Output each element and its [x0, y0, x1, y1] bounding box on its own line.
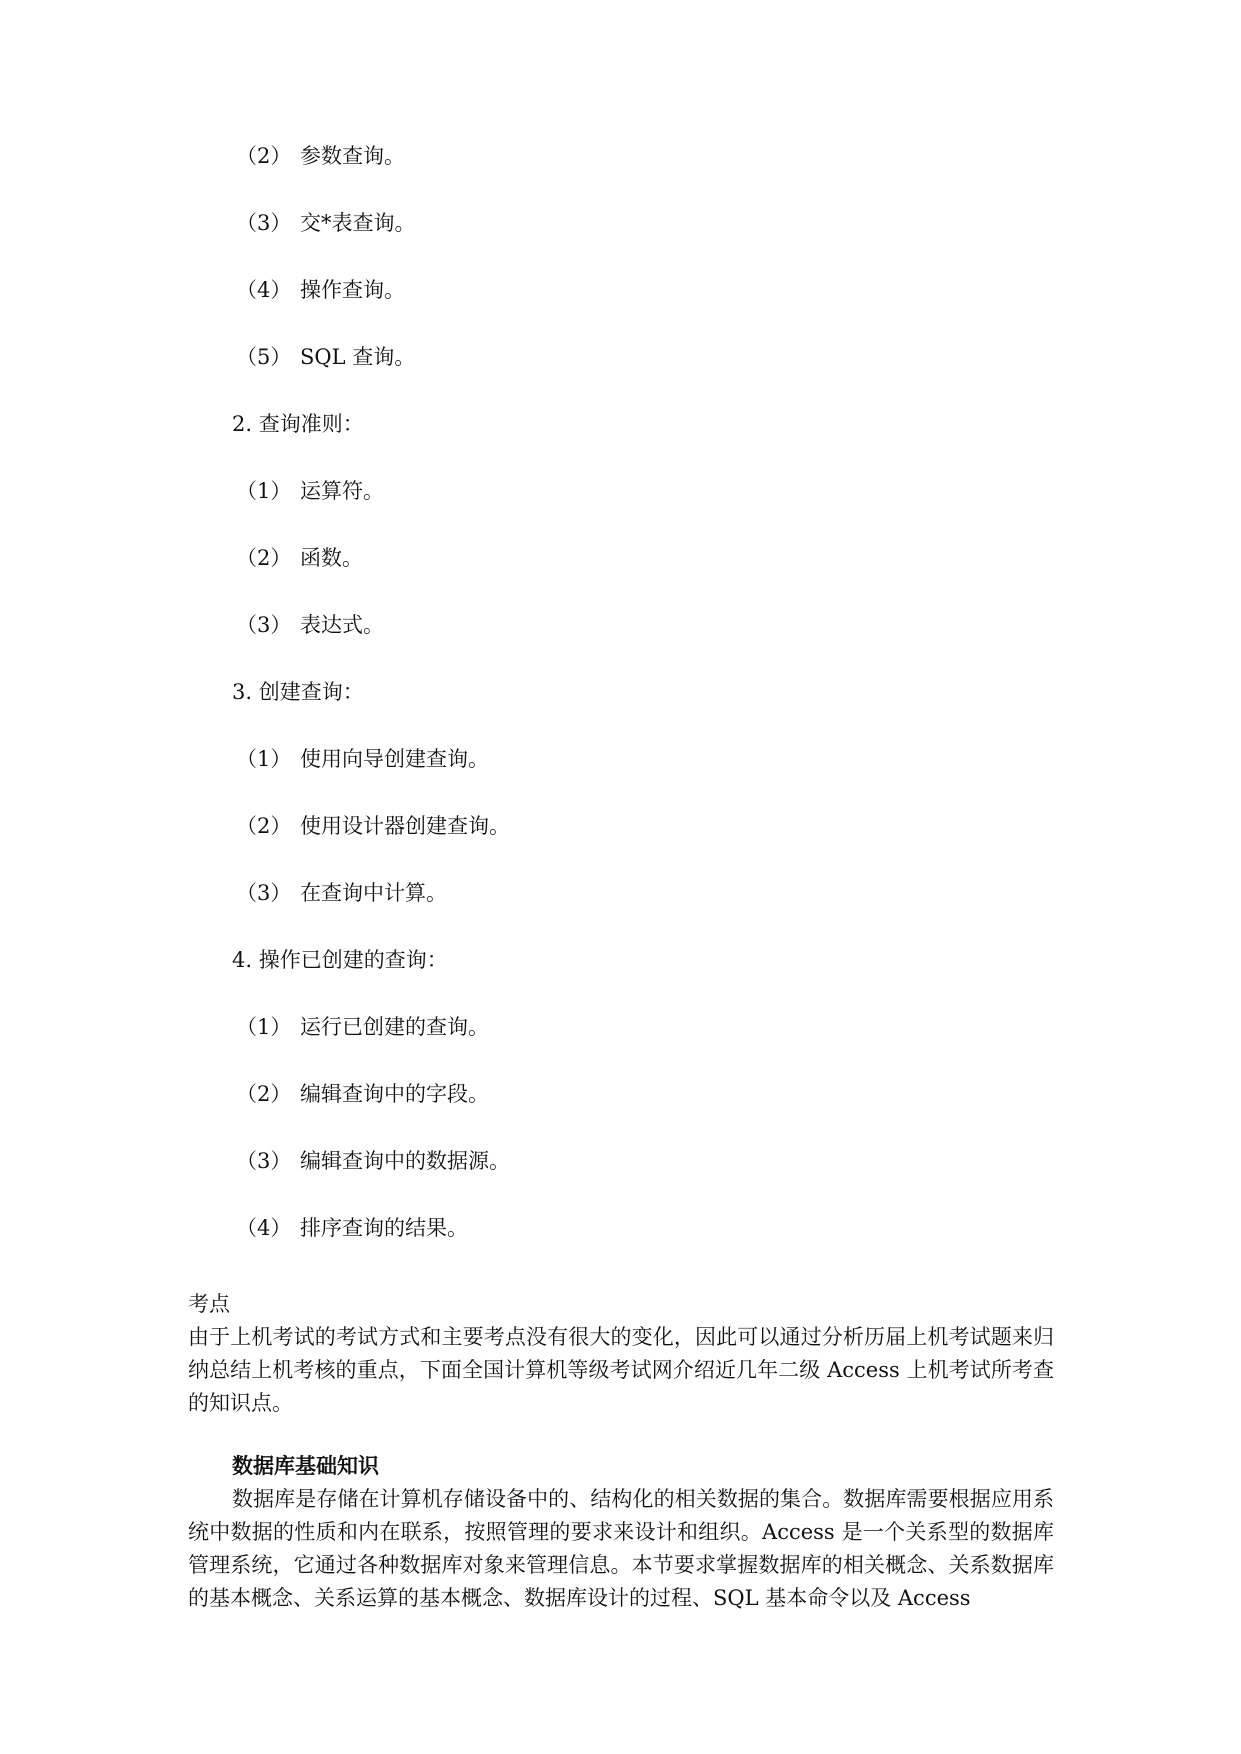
item-text: 在查询中计算。 — [300, 881, 447, 905]
outline-item — [236, 1013, 489, 1041]
section-paragraph: 数据库是存储在计算机存储设备中的、结构化的相关数据的集合。数据库需要根据应用系统中数据的性质和内在联系，按照管理的要求来设计和组织。Access 是一个关系型的数据库管理系统，它通过各种数据库对象来管理信息。本节要求掌握数据库的相关概念、关系数据库的基本概念、关系运算的基本概念、数据库设计的过程、SQL 基本命令以及 Access — [188, 1487, 1054, 1610]
item-number: （1） — [236, 747, 292, 771]
outline-item — [236, 1147, 510, 1175]
outline-item — [236, 544, 363, 572]
item-text: 运算符。 — [300, 479, 384, 503]
item-number: （1） — [236, 479, 292, 503]
outline-item — [236, 343, 415, 371]
item-number: （3） — [236, 613, 292, 637]
item-text: 使用设计器创建查询。 — [300, 814, 510, 838]
item-text: 编辑查询中的字段。 — [300, 1082, 489, 1106]
item-text: 函数。 — [300, 546, 363, 570]
item-number: （3） — [236, 211, 292, 235]
item-number: （2） — [236, 1082, 292, 1106]
outline-item — [236, 209, 416, 237]
item-text: 交*表查询。 — [300, 211, 416, 235]
item-number: （3） — [236, 881, 292, 905]
outline-item — [236, 1214, 468, 1242]
outline-item — [236, 477, 384, 505]
item-number: （1） — [236, 1015, 292, 1039]
outline-heading: 3. 创建查询： — [232, 680, 364, 704]
item-text: 排序查询的结果。 — [300, 1216, 468, 1240]
outline-item — [236, 611, 384, 639]
outline-item — [236, 812, 510, 840]
section-title: 数据库基础知识 — [232, 1454, 379, 1478]
item-number: （2） — [236, 144, 292, 168]
outline-heading: 4. 操作已创建的查询： — [232, 948, 448, 972]
item-number: （2） — [236, 546, 292, 570]
item-text: 参数查询。 — [300, 144, 405, 168]
item-number: （4） — [236, 1216, 292, 1240]
item-text: 表达式。 — [300, 613, 384, 637]
item-text: 编辑查询中的数据源。 — [300, 1149, 510, 1173]
item-text: 操作查询。 — [300, 278, 405, 302]
item-number: （4） — [236, 278, 292, 302]
item-number: （5） — [236, 345, 292, 369]
item-text: SQL 查询。 — [300, 345, 416, 369]
outline-heading: 2. 查询准则： — [232, 412, 364, 436]
outline-item — [236, 276, 405, 304]
item-number: （2） — [236, 814, 292, 838]
outline-item — [236, 879, 447, 907]
exam-points-label: 考点 — [188, 1292, 230, 1316]
outline-item — [236, 142, 405, 170]
outline-item — [236, 745, 489, 773]
intro-paragraph: 由于上机考试的考试方式和主要考点没有很大的变化，因此可以通过分析历届上机考试题来归纳总结上机考核的重点，下面全国计算机等级考试网介绍近几年二级 Access 上机考试所考查的知识点。 — [188, 1325, 1054, 1415]
item-number: （3） — [236, 1149, 292, 1173]
item-text: 运行已创建的查询。 — [300, 1015, 489, 1039]
item-text: 使用向导创建查询。 — [300, 747, 489, 771]
outline-item — [236, 1080, 489, 1108]
